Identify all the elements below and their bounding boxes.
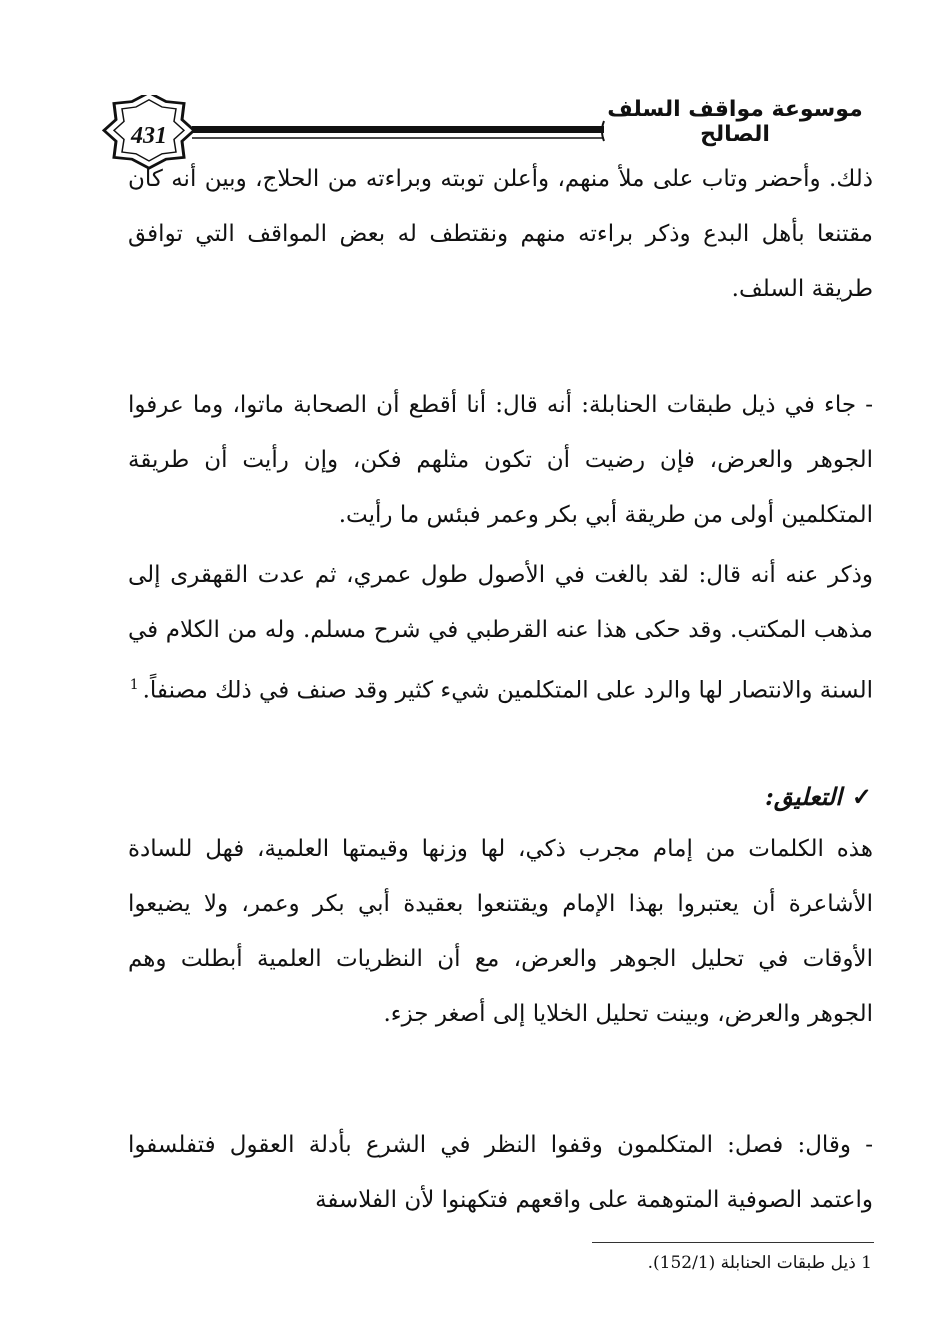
paragraph-intro bbox=[128, 152, 873, 317]
paragraph-text: وذكر عنه أنه قال: لقد بالغت في الأصول طول عمري، ثم عدت القهقرى إلى مذهب المكتب. وقد حكى هذا عنه القرطبي في شرح مسلم. وله من الكلام في السنة والانتصار لها والرد على المتكلمين شيء كثير وقد صنف في ذلك مصنفاً.$^1$ bbox=[128, 562, 873, 704]
header-rule-thick bbox=[192, 126, 604, 133]
checkmark-icon: ✓ bbox=[851, 782, 872, 811]
paragraph-quote-1 bbox=[128, 378, 873, 543]
paragraph-text: - جاء في ذيل طبقات الحنابلة: أنه قال: أنا أقطع أن الصحابة ماتوا، وما عرفوا الجوهر والعرض، فإن رضيت أن تكون مثلهم فكن، وإن رأيت أن طريقة المتكلمين أولى من طريقة أبي بكر وعمر فبئس ما رأيت. bbox=[128, 392, 873, 528]
commentary-heading: ✓التعليق: bbox=[765, 782, 872, 811]
book-title: موسوعة مواقف السلف الصالح bbox=[607, 97, 863, 147]
paragraph-commentary bbox=[128, 822, 873, 1042]
footnote-number: 1 bbox=[861, 1253, 872, 1273]
paragraph-quote-3 bbox=[128, 1118, 873, 1228]
footnote-reference[interactable]: 1 bbox=[129, 677, 139, 693]
paragraph-text: - وقال: فصل: المتكلمون وقفوا النظر في الشرع بأدلة العقول فتفلسفوا واعتمد الصوفية المتوهمة على واقعهم فتكهنوا لأن الفلاسفة bbox=[128, 1132, 873, 1213]
footnote-text: ذيل طبقات الحنابلة (152/1). bbox=[647, 1253, 856, 1273]
footnote bbox=[648, 1248, 872, 1278]
page-number: 431 bbox=[131, 123, 167, 149]
paragraph-text: ذلك. وأحضر وتاب على ملأ منهم، وأعلن توبته وبراءته من الحلاج، وبين أنه كان مقتنعا بأهل البدع وذكر براءته منهم ونقتطف له بعض المواقف التي توافق طريقة السلف. bbox=[128, 166, 873, 302]
footnote-divider bbox=[592, 1242, 874, 1243]
paragraph-quote-2 bbox=[128, 548, 873, 719]
paragraph-text: هذه الكلمات من إمام مجرب ذكي، لها وزنها وقيمتها العلمية، فهل للسادة الأشاعرة أن يعتبروا بهذا الإمام ويقتنعوا بعقيدة أبي بكر وعمر، ولا يضيعوا الأوقات في تحليل الجوهر والعرض، مع أن النظريات العلمية أبطلت وهم الجوهر والعرض، وبينت تحليل الخلايا إلى أصغر جزء. bbox=[128, 836, 873, 1027]
